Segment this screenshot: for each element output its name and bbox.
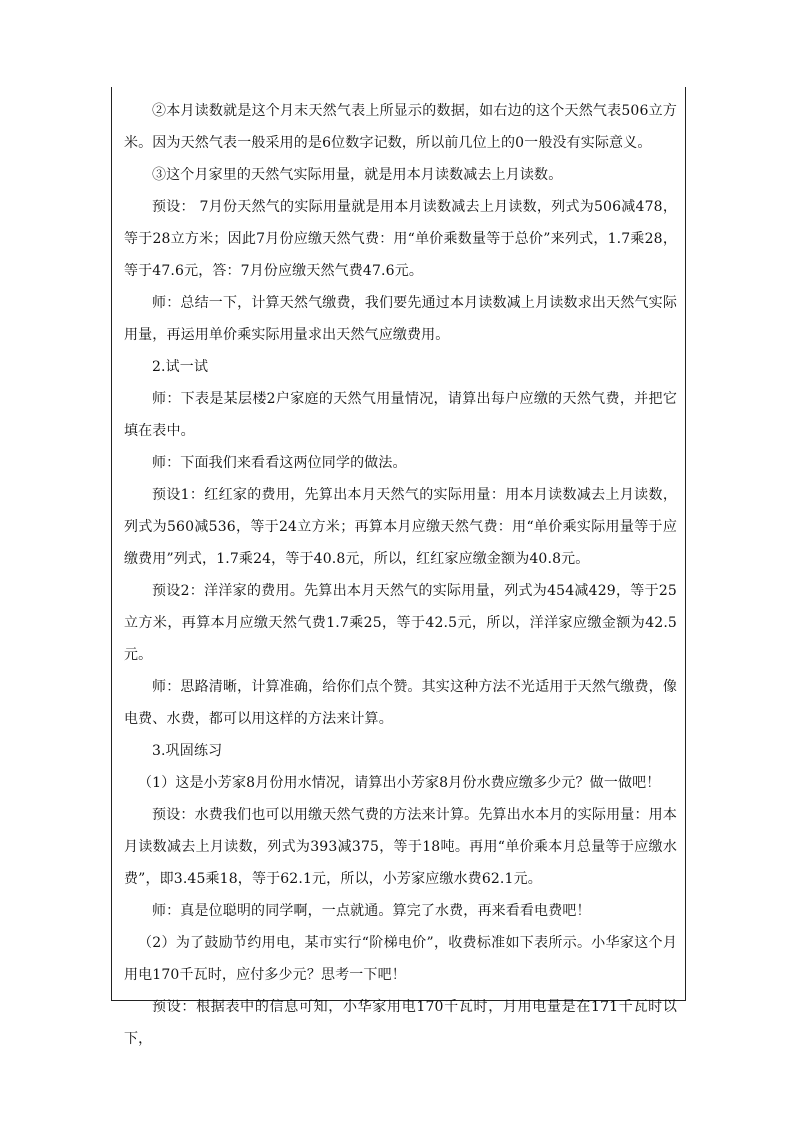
paragraph-look-at-methods: 师：下面我们来看看这两位同学的做法。 <box>152 455 407 471</box>
paragraph-electricity-preset: 预设：根据表中的信息可知，小华家用电170千瓦时，月用电量是在171千瓦时以下， <box>124 999 677 1047</box>
document-body <box>124 95 677 1055</box>
section-heading-practice: 3.巩固练习 <box>152 743 223 759</box>
paragraph-water-question: （1）这是小芳家8月份用水情况，请算出小芳家8月份水费应缴多少元？做一做吧！ <box>138 775 661 791</box>
document-frame <box>111 87 686 1047</box>
paragraph-preset-2: 预设2：洋洋家的费用。先算出本月天然气的实际用量，列式为454减429，等于25立方米，再算本月应缴天然气费1.7乘25，等于42.5元，所以，洋洋家应缴金额为42.5元。 <box>124 583 677 663</box>
paragraph-actual-usage: ③这个月家里的天然气实际用量，就是用本月读数减去上月读数。 <box>152 167 563 183</box>
paragraph-gas-meter-reading: ②本月读数就是这个月末天然气表上所显示的数据，如右边的这个天然气表506立方米。因为天然气表一般采用的是6位数字记数，所以前几位上的0一般没有实际意义。 <box>124 103 677 151</box>
paragraph-preset-1: 预设1：红红家的费用，先算出本月天然气的实际用量：用本月读数减去上月读数，列式为560减536，等于24立方米；再算本月应缴天然气费：用“单价乘实际用量等于应缴费用”列式，1.7乘24，等于40.8元，所以，红红家应缴金额为40.8元。 <box>124 487 677 567</box>
paragraph-water-preset: 预设：水费我们也可以用缴天然气费的方法来计算。先算出水本月的实际用量：用本月读数减去上月读数，列式为393减375，等于18吨。再用“单价乘本月总量等于应缴水费”，即3.45乘18，等于62.1元，所以，小芳家应缴水费62.1元。 <box>124 807 677 887</box>
paragraph-teacher-summary: 师：总结一下，计算天然气缴费，我们要先通过本月读数减上月读数求出天然气实际用量，再运用单价乘实际用量求出天然气应缴费用。 <box>124 295 677 343</box>
paragraph-teacher-praise: 师：思路清晰，计算准确，给你们点个赞。其实这种方法不光适用于天然气缴费，像电费、水费，都可以用这样的方法来计算。 <box>124 679 677 727</box>
paragraph-tiered-electricity: （2）为了鼓励节约用电，某市实行“阶梯电价”，收费标准如下表所示。小华家这个月用电170千瓦时，应付多少元？思考一下吧！ <box>124 935 677 983</box>
paragraph-teacher-electricity: 师：真是位聪明的同学啊，一点就通。算完了水费，再来看看电费吧！ <box>152 903 591 919</box>
paragraph-table-task: 师：下表是某层楼2户家庭的天然气用量情况，请算出每户应缴的天然气费，并把它填在表中。 <box>124 391 677 439</box>
section-heading-try: 2.试一试 <box>152 359 209 375</box>
paragraph-july-preset: 预设： 7月份天然气的实际用量就是用本月读数减去上月读数，列式为506减478，等于28立方米；因此7月份应缴天然气费：用“单价乘数量等于总价”来列式，1.7乘28，等于47.6元，答：7月份应缴天然气费47.6元。 <box>124 199 677 279</box>
